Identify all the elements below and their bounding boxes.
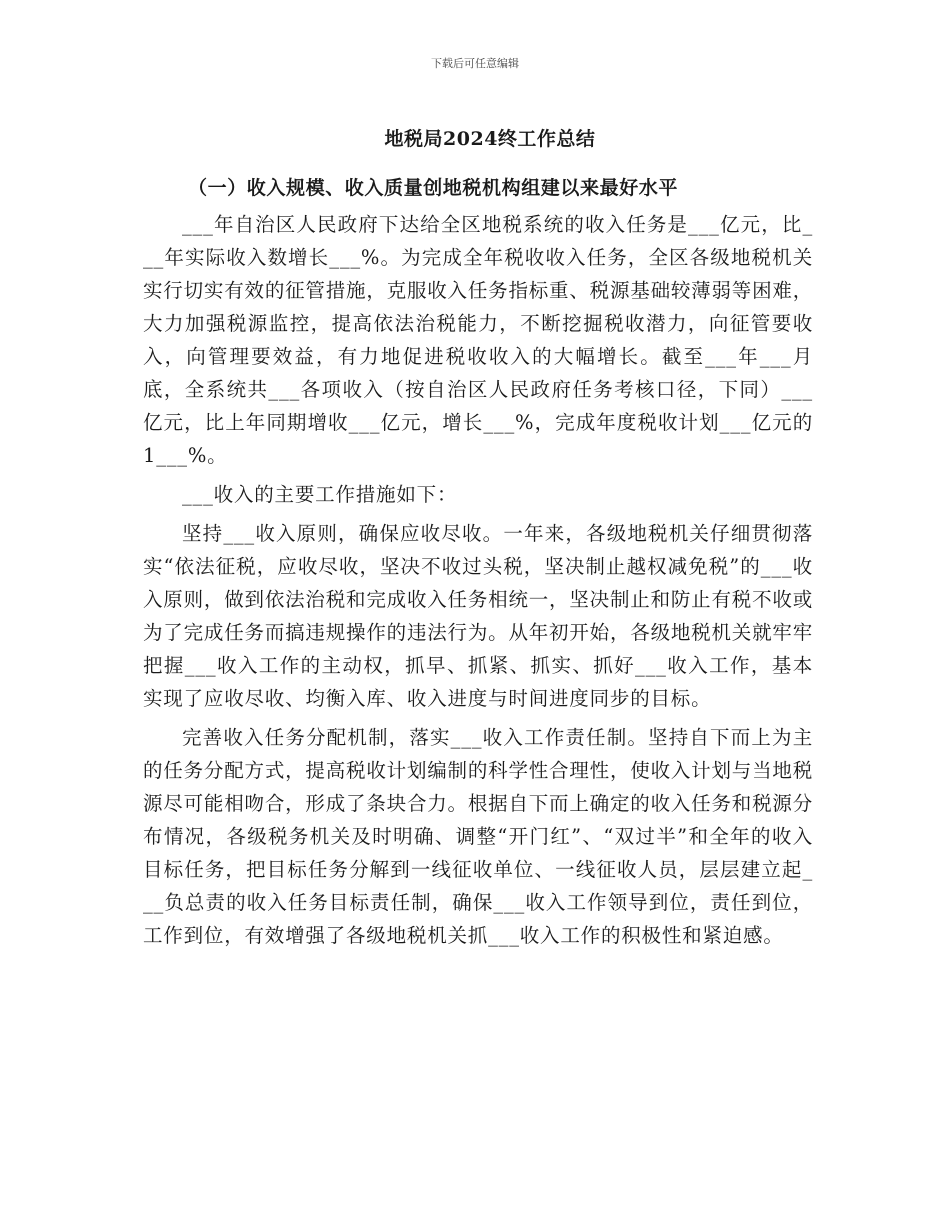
section-heading: （一）收入规模、收入质量创地税机构组建以来最好水平 xyxy=(188,177,679,199)
paragraph-revenue-overview: ___年自治区人民政府下达给全区地税系统的收入任务是___亿元，比___年实际收入数增长___%。为完成全年税收收入任务，全区各级地税机关实行切实有效的征管措施，克服收入任务指标重、税源基础较薄弱等困难，大力加强税源监控，提高依法治税能力，不断挖掘税收潜力，向征管要收入，向管理要效益，有力地促进税收收入的大幅增长。截至___年___月底，全系统共___各项收入（按自治区人民政府任务考核口径，下同）___亿元，比上年同期增收___亿元，增长___%，完成年度税收计划___亿元的1___%。 xyxy=(143,213,813,467)
paragraph-collection-principle: 坚持___收入原则，确保应收尽收。一年来，各级地税机关仔细贯彻落实“依法征税，应收尽收，坚决不收过头税，坚决制止越权减免税”的___收入原则，做到依法治税和完成收入任务相统一，坚决制止和防止有税不收或为了完成任务而搞违规操作的违法行为。从年初开始，各级地税机关就牢牢把握___收入工作的主动权，抓早、抓紧、抓实、抓好___收入工作，基本实现了应收尽收、均衡入库、收入进度与时间进度同步的目标。 xyxy=(143,522,813,710)
document-body xyxy=(143,208,813,952)
page-header-note: 下载后可任意编辑 xyxy=(431,57,519,70)
paragraph-task-allocation: 完善收入任务分配机制，落实___收入工作责任制。坚持自下而上为主的任务分配方式，提高税收计划编制的科学性合理性，使收入计划与当地税源尽可能相吻合，形成了条块合力。根据自下而上确定的收入任务和税源分布情况，各级税务机关及时明确、调整“开门红”、“双过半”和全年的收入目标任务，把目标任务分解到一线征收单位、一线征收人员，层层建立起___负总责的收入任务目标责任制，确保___收入工作领导到位，责任到位，工作到位，有效增强了各级地税机关抓___收入工作的积极性和紧迫感。 xyxy=(143,726,813,947)
document-title: 地税局2024终工作总结 xyxy=(384,128,596,150)
paragraph-measures-intro: ___收入的主要工作措施如下： xyxy=(182,483,458,506)
